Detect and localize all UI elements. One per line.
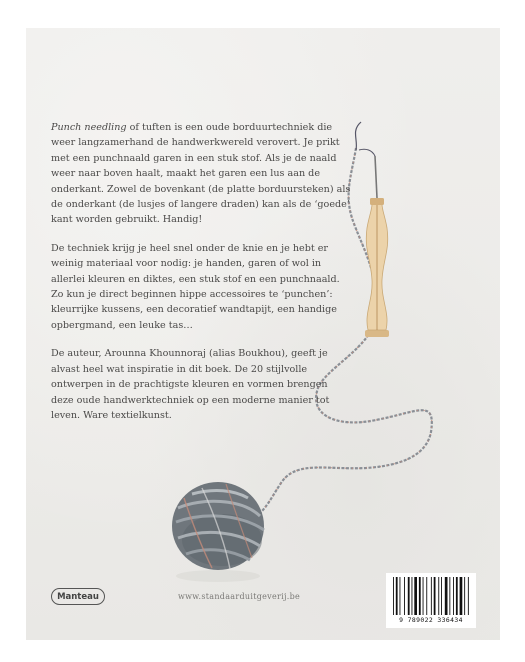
barcode-bar	[393, 577, 394, 615]
blurb-paragraph-text: De auteur, Arounna Khounnoraj (alias Boukhou), geeft je alvast heel wat inspiratie in dit boek. De 20 stijlvolle ontwerpen in de prachtigste kleuren en vormen brengen deze oude handwerktechniek op een moderne manier tot leven. Ware textielkunst.	[51, 348, 330, 421]
blurb-paragraph-1	[51, 120, 351, 228]
publisher-website: www.standaarduitgeverij.be	[178, 592, 301, 601]
blurb-paragraph-text: De techniek krijg je heel snel onder de knie en je hebt er weinig materiaal voor nodig: je handen, garen of wol in allerlei kleuren en diktes, een stuk stof en een punchnaald. Zo kun je direct beginnen hippe accessoires te ‘punchen’: kleurrijke kussens, een decoratief wandtapijt, een handige opbergmand, een leuke tas…	[51, 242, 340, 331]
barcode-bar	[408, 577, 410, 615]
barcode-bar	[453, 577, 454, 615]
barcode-bars	[391, 577, 471, 615]
barcode-bar	[468, 577, 469, 615]
blurb-italic-lead: Punch needling	[51, 122, 127, 133]
blurb-paragraph-2	[51, 241, 351, 333]
barcode-bar	[434, 577, 436, 615]
barcode-bar	[414, 577, 417, 615]
barcode-bar	[456, 577, 458, 615]
barcode-bar	[423, 577, 424, 615]
barcode-bar	[445, 577, 448, 615]
blurb-paragraph-3	[51, 346, 351, 423]
blurb-paragraph-text: of tuften is een oude borduurtechniek die weer langzamerhand de handwerkwereld verovert. Je prikt met een punchnaald garen in een stuk stof. Als je de naald weer naar boven haalt, maakt het garen een lus aan de onderkant. Zowel de bovenkant (de platte borduursteken) als de onderkant (de lusjes of langere draden) kan als de ‘goede’ kant worden gebruikt. Handig!	[51, 122, 351, 226]
punch-needle	[359, 149, 389, 337]
barcode-bar	[441, 577, 442, 615]
barcode-bar	[412, 577, 413, 615]
yarn-ball	[172, 482, 264, 582]
barcode-bar	[438, 577, 439, 615]
publisher-logo: Manteau	[51, 588, 105, 605]
barcode-bar	[396, 577, 398, 615]
barcode-bar	[431, 577, 432, 615]
barcode-bar	[404, 577, 405, 615]
isbn-number: 9 789022 336434	[399, 616, 463, 624]
barcode	[386, 573, 476, 628]
barcode-bar	[449, 577, 450, 615]
barcode-bar	[419, 577, 421, 615]
barcode-bar	[400, 577, 401, 615]
blurb	[51, 120, 351, 436]
barcode-bar	[464, 577, 465, 615]
barcode-bar	[426, 577, 427, 615]
barcode-bar	[460, 577, 463, 615]
back-cover	[26, 28, 500, 640]
